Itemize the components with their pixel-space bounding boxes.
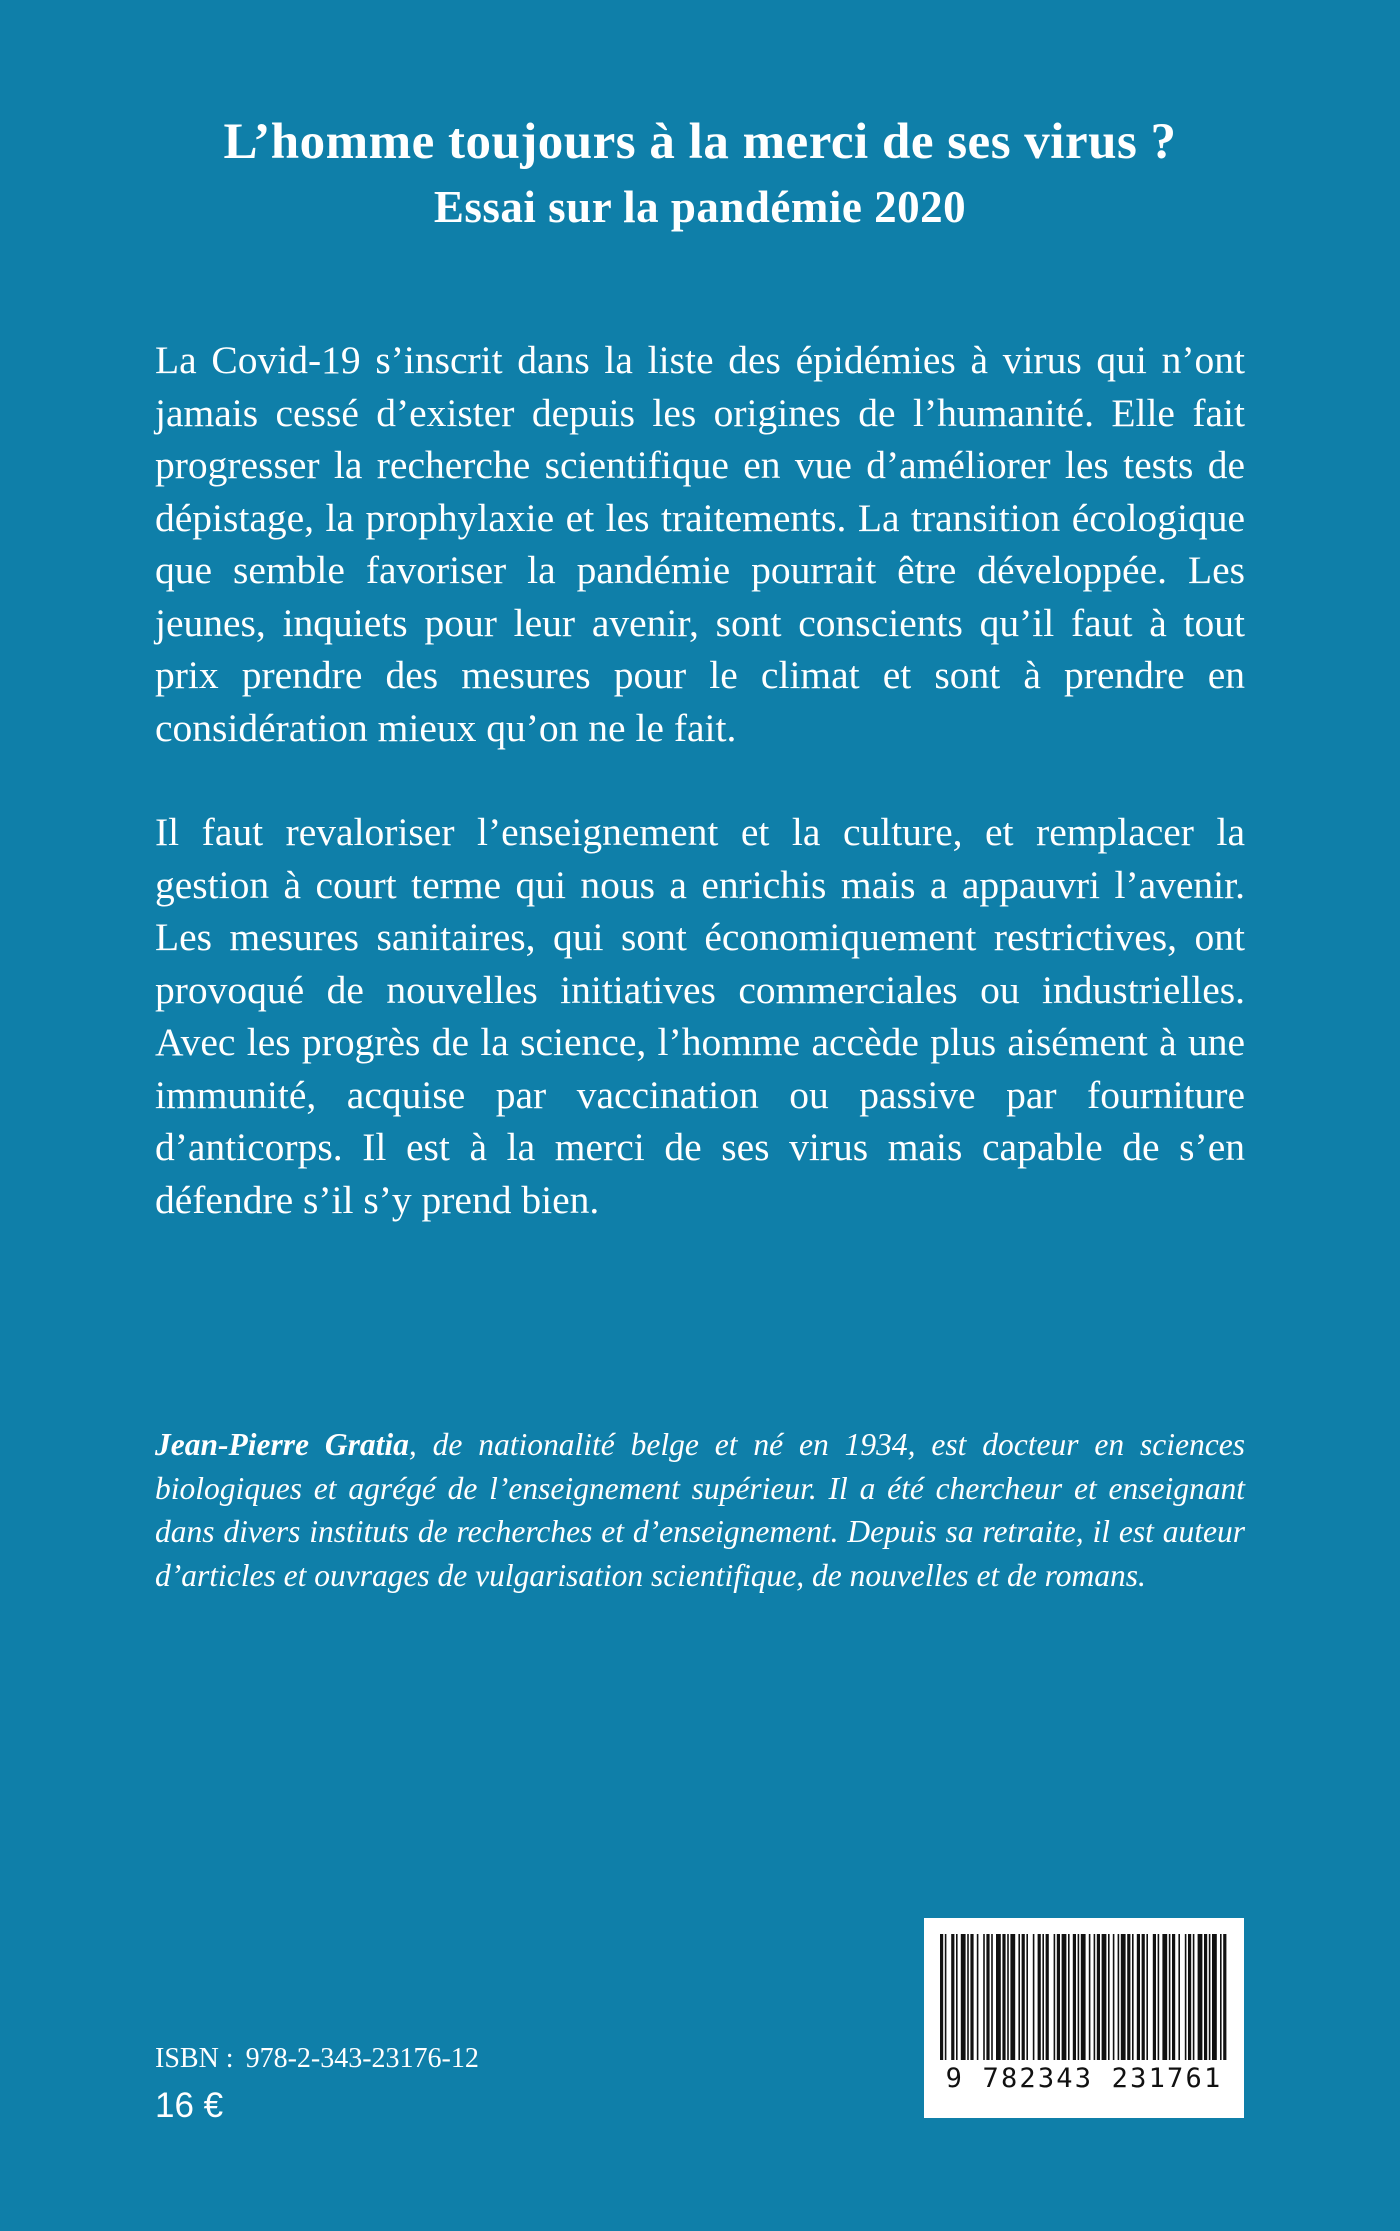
barcode-bar — [996, 1934, 1001, 2060]
barcode-bar — [1223, 1934, 1226, 2060]
barcode-bar — [991, 1934, 993, 2060]
barcode-bar — [1102, 1934, 1107, 2060]
isbn-number: 978-2-343-23176-12 — [245, 2043, 479, 2074]
barcode-bar — [1204, 1934, 1207, 2060]
barcode-bar — [1113, 1934, 1115, 2060]
barcode-bars-icon — [940, 1934, 1228, 2062]
barcode-bar — [1198, 1934, 1203, 2060]
barcode-bar — [1178, 1934, 1180, 2060]
barcode-bar — [1172, 1934, 1175, 2060]
barcode-bar — [1046, 1934, 1049, 2060]
isbn — [155, 2041, 479, 2077]
barcode-bar — [1118, 1934, 1120, 2060]
barcode-bar — [1007, 1934, 1009, 2060]
barcode-bar — [1018, 1934, 1020, 2060]
summary-paragraph-1: La Covid-19 s’inscrit dans la liste des épidémies à virus qui n’ont jamais cessé d’exister depuis les origines de l’humanité. Elle fait progresser la recherche scientifique en vue d’améliorer les tests de dépistage, la prophylaxie et les traitements. La transition écologique que semble favoriser la pandémie pourrait être développée. Les jeunes, inquiets pour leur avenir, sont conscients qu’il faut à tout prix prendre des mesures pour le climat et sont à prendre en considération mieux qu’on ne le fait. — [155, 338, 1245, 750]
barcode-bar — [1212, 1934, 1217, 2060]
barcode-bar — [1185, 1934, 1187, 2060]
barcode-bar — [1097, 1934, 1100, 2060]
barcode-bar — [983, 1934, 985, 2060]
barcode-bar — [1089, 1934, 1091, 2060]
barcode-bar — [977, 1934, 979, 2060]
barcode-bar — [1078, 1934, 1080, 2060]
barcode-bar — [1193, 1934, 1195, 2060]
summary-paragraph-2: Il faut revaloriser l’enseignement et la culture, et remplacer la gestion à court terme qui nous a enrichis mais a appauvri l’avenir. Les mesures sanitaires, qui sont économiquement restrictives, ont provoqué de nouvelles initiatives commerciales ou industrielles. Avec les progrès de la science, l’homme accède plus aisément à une immunité, acquise par vaccination ou passive par fourniture d’anticorps. Il est à la merci de ses virus mais capable de s’en défendre s’il s’y prend bien. — [155, 810, 1245, 1222]
barcode-bar — [1054, 1934, 1056, 2060]
barcode-bar — [1162, 1934, 1167, 2060]
barcode-bar — [961, 1934, 966, 2060]
author-biography — [155, 1423, 1245, 1597]
barcode-bar — [1010, 1934, 1015, 2060]
barcode-bar — [1081, 1934, 1086, 2060]
barcode-bar — [940, 1934, 943, 2060]
book-title: L’homme toujours à la merci de ses virus ? — [223, 114, 1177, 170]
barcode-bar — [1158, 1934, 1160, 2060]
barcode-bar — [1108, 1934, 1110, 2060]
isbn-label: ISBN : — [155, 2043, 234, 2074]
barcode-bar — [1057, 1934, 1060, 2060]
book-subtitle: Essai sur la pandémie 2020 — [433, 182, 967, 232]
barcode-bar — [1153, 1934, 1156, 2060]
barcode-digits: 9 782343 231761 — [945, 2063, 1223, 2094]
barcode-bar — [1142, 1934, 1145, 2060]
author-bio-text: , de nationalité belge et né en 1934, est docteur en sciences biologiques et agrégé de l’enseignement supérieur. Il a été chercheur et enseignant dans divers instituts de recherches et d’enseignement. Depuis sa retraite, il est auteur d’articles et ouvrages de vulgarisation scientifique, de nouvelles et de romans. — [155, 1427, 1245, 1593]
barcode-bar — [1026, 1934, 1028, 2060]
barcode-bar — [1137, 1934, 1140, 2060]
barcode-bar — [1073, 1934, 1076, 2060]
barcode-bar — [1220, 1934, 1222, 2060]
barcode-bar — [956, 1934, 958, 2060]
barcode-bar — [951, 1934, 954, 2060]
barcode-bar — [1127, 1934, 1130, 2060]
barcode-bar — [1033, 1934, 1035, 2060]
barcode — [924, 1918, 1244, 2118]
barcode-bar — [1132, 1934, 1134, 2060]
barcode-bar — [1169, 1934, 1171, 2060]
barcode-bar — [1042, 1934, 1044, 2060]
barcode-bar — [1188, 1934, 1191, 2060]
barcode-bar — [1209, 1934, 1211, 2060]
barcode-bar — [967, 1934, 969, 2060]
barcode-bar — [1062, 1934, 1067, 2060]
barcode-bar — [1094, 1934, 1096, 2060]
barcode-bar — [1038, 1934, 1041, 2060]
barcode-bar — [945, 1934, 947, 2060]
price: 16 € — [155, 2086, 224, 2125]
barcode-bar — [1068, 1934, 1070, 2060]
author-name: Jean-Pierre Gratia — [155, 1427, 409, 1462]
barcode-bar — [1121, 1934, 1126, 2060]
barcode-bar — [970, 1934, 973, 2060]
barcode-bar — [1022, 1934, 1025, 2060]
barcode-bar — [986, 1934, 989, 2060]
barcode-bar — [1002, 1934, 1005, 2060]
barcode-bar — [1146, 1934, 1148, 2060]
